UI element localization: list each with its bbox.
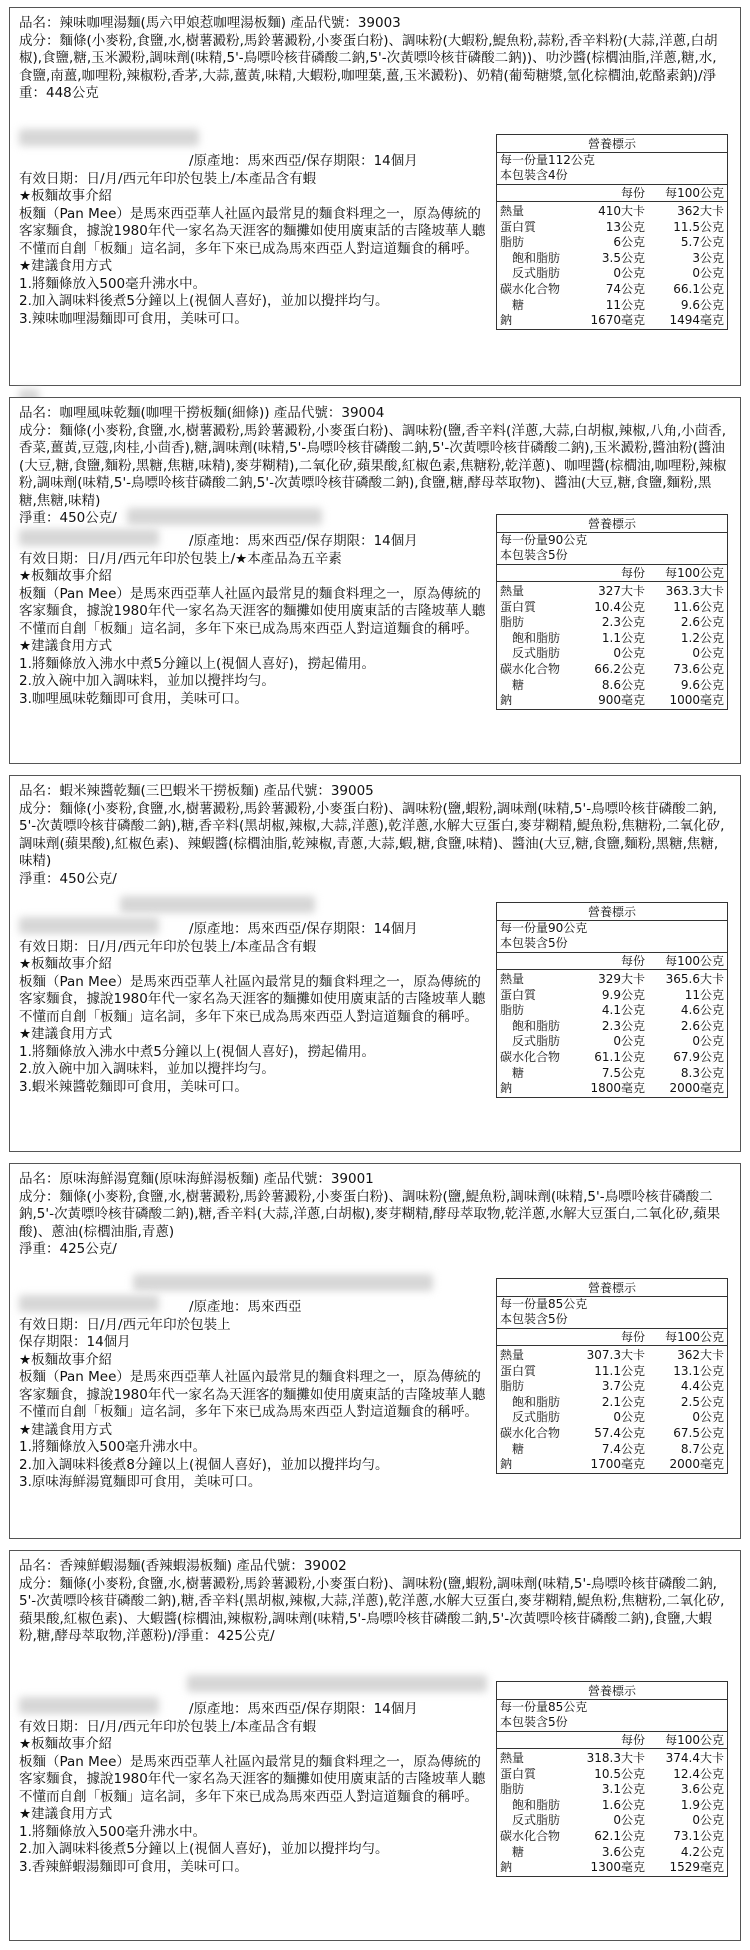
how-to-title: ★建議食用方式 [19,1806,113,1822]
preparation-step: 2.放入碗中加入調味料，並加以攪拌均勻。 [19,1061,275,1077]
nutrient-per-serving: 410大卡 [598,204,645,218]
nutrition-row [497,1767,727,1783]
col-per-100g: 每100公克 [665,1330,724,1344]
nutrition-row [497,600,727,616]
col-per-100g: 每100公克 [665,186,724,200]
nutrient-per-100g: 0公克 [692,646,724,661]
nutrient-per-100g: 365.6大卡 [665,972,724,986]
nutrient-per-serving: 2.3公克 [601,615,645,630]
info-line: ★板麵故事介紹 [19,1736,113,1752]
nutrition-row [497,646,727,662]
nutrition-row [497,282,727,298]
how-to-title: ★建議食用方式 [19,638,113,654]
nutrient-per-serving: 66.2公克 [594,661,645,676]
redacted-blur [133,1274,433,1291]
nutrient-per-100g: 11.5公克 [673,219,724,234]
origin-shelf-life: /原產地：馬來西亞/保存期限：14個月 [189,533,418,549]
nutrient-label: 反式脂肪 [512,646,561,661]
nutrient-per-serving: 0公克 [613,266,645,281]
nutrient-per-100g: 362大卡 [677,204,724,218]
product-header [19,1558,728,1646]
nutrient-label: 脂肪 [500,1003,525,1018]
ingredients-text: 成分：麵條(小麥粉,食鹽,水,樹薯澱粉,馬鈴薯澱粉,小麥蛋白粉)、調味粉(大蝦粉,鯷魚粉,蒜粉,香辛料粉(大蒜,洋蔥,白胡椒),食鹽,糖,玉米澱粉,調味劑(味精,5'-鳥嘌呤核苷磷酸二鈉,5'-次黃嘌呤核苷磷酸二鈉))、叻沙醬(棕櫚油脂,洋蔥,糖,水,食鹽,南薑,咖哩粉,辣椒粉,香茅,大蒜,薑黃,味精,大蝦粉,咖哩葉,薑,玉米澱粉)、奶精(葡萄糖漿,氫化棕櫚油,乾酪素鈉)/淨重：448公克 [19,32,718,101]
info-line: ★板麵故事介紹 [19,188,113,204]
nutrient-label: 反式脂肪 [512,266,561,281]
product-header [19,783,728,888]
nutrition-title: 營養標示 [497,1279,727,1297]
nutrient-per-100g: 2000毫克 [669,1457,724,1472]
servings-per-pack: 本包裝含4份 [497,168,727,185]
nutrient-per-serving: 3.6公克 [601,1844,645,1859]
nutrient-per-serving: 1.1公克 [601,630,645,645]
nutrition-row [497,972,727,988]
nutrient-per-serving: 13公克 [605,219,645,234]
how-to-title: ★建議食用方式 [19,1026,113,1042]
preparation-step: 3.咖哩風味乾麵即可食用，美味可口。 [19,690,248,707]
nutrition-title: 營養標示 [497,135,727,153]
nutrient-label: 碳水化合物 [500,281,561,296]
nutrient-per-serving: 57.4公克 [594,1425,645,1440]
origin-shelf-life: /原產地：馬來西亞/保存期限：14個月 [189,153,418,169]
col-per-serving: 每份 [620,186,645,200]
nutrient-label: 飽和脂肪 [512,1394,561,1409]
origin-shelf-life: /原產地：馬來西亞 [189,1299,302,1315]
nutrient-label: 鈉 [500,1860,513,1875]
preparation-step: 3.原味海鮮湯寬麵即可食用，美味可口。 [19,1474,262,1490]
redacted-blur [187,1675,487,1692]
nutrient-per-100g: 1000毫克 [669,693,724,708]
nutrition-rows [497,582,727,709]
nutrient-label: 脂肪 [500,1379,525,1394]
nutrient-per-serving: 7.5公克 [601,1065,645,1080]
product-header [19,15,728,103]
product-card [9,397,741,764]
nutrient-per-serving: 10.5公克 [594,1766,645,1781]
nutrient-per-100g: 0公克 [692,1034,724,1049]
info-line: 保存期限：14個月 [19,1334,131,1350]
nutrition-row [497,251,727,267]
nutrient-per-100g: 9.6公克 [680,677,724,692]
info-line: 有效日期：日/月/西元年印於包裝上/本產品含有蝦 [19,1718,317,1735]
nutrient-per-serving: 4.1公克 [601,1003,645,1018]
nutrient-per-100g: 2000毫克 [669,1081,724,1096]
nutrient-per-serving: 10.4公克 [594,599,645,614]
nutrition-table [496,902,728,1098]
nutrient-label: 飽和脂肪 [512,630,561,645]
nutrient-label: 熱量 [500,1348,525,1362]
preparation-step: 1.將麵條放入500毫升沸水中。 [19,1439,207,1455]
nutrient-per-serving: 3.5公克 [601,250,645,265]
nutrient-per-serving: 9.9公克 [601,987,645,1002]
nutrition-row [497,1782,727,1798]
nutrient-per-100g: 13.1公克 [673,1363,724,1378]
nutrient-label: 糖 [512,677,525,692]
nutrition-row [497,693,727,709]
nutrition-row [497,631,727,647]
serving-size: 每一份量112公克 [500,153,595,167]
nutrient-per-100g: 2.6公克 [680,615,724,630]
nutrition-rows [497,202,727,329]
nutrition-row [497,1379,727,1395]
nutrition-row [497,662,727,678]
nutrient-label: 糖 [512,297,525,312]
nutrient-label: 熱量 [500,204,525,218]
info-line: ★板麵故事介紹 [19,568,113,584]
nutrition-title: 營養標示 [497,515,727,533]
nutrient-per-100g: 4.6公克 [680,1003,724,1018]
nutrient-label: 飽和脂肪 [512,250,561,265]
nutrition-rows [497,1346,727,1473]
col-per-serving: 每份 [620,1733,645,1747]
product-details [19,1701,494,1876]
blank-cell [497,565,577,581]
preparation-step: 2.加入調味料後煮5分鐘以上(視個人喜好)，並加以攪拌均勻。 [19,293,389,309]
nutrient-per-100g: 363.3大卡 [665,584,724,598]
product-details [19,533,494,708]
nutrition-table [496,1278,728,1474]
product-details [19,153,494,328]
nutrition-title: 營養標示 [497,1682,727,1700]
product-name: 品名：香辣鮮蝦湯麵(香辣蝦湯板麵) 產品代號：39002 [19,1558,347,1574]
nutrition-row [497,1426,727,1442]
product-details [19,921,494,1096]
nutrient-label: 反式脂肪 [512,1034,561,1049]
nutrient-per-100g: 1494毫克 [669,313,724,328]
nutrient-per-serving: 2.1公克 [601,1394,645,1409]
nutrient-per-serving: 0公克 [613,1034,645,1049]
nutrition-column-header [497,185,727,202]
nutrient-per-serving: 329大卡 [598,972,645,986]
nutrient-per-serving: 3.1公克 [601,1782,645,1797]
nutrition-row [497,1348,727,1364]
preparation-step: 3.蝦米辣醬乾麵即可食用，美味可口。 [19,1078,248,1095]
nutrient-label: 蛋白質 [500,1363,537,1378]
nutrient-per-100g: 73.1公克 [673,1828,724,1843]
nutrient-per-serving: 8.6公克 [601,677,645,692]
nutrient-label: 蛋白質 [500,987,537,1002]
product-card [9,1550,741,1941]
product-header [19,405,728,528]
nutrient-label: 糖 [512,1844,525,1859]
nutrient-per-100g: 12.4公克 [673,1766,724,1781]
nutrition-row [497,1845,727,1861]
nutrient-per-100g: 5.7公克 [680,235,724,250]
redacted-blur [120,896,315,913]
col-per-100g: 每100公克 [665,1733,724,1747]
nutrient-per-serving: 0公克 [613,1813,645,1828]
nutrient-label: 蛋白質 [500,219,537,234]
story-text: 板麵（Pan Mee）是馬來西亞華人社區內最常見的麵食料理之一，原為傳統的客家麵食，據說1980年代一家名為天涯客的麵攤如使用廣東話的吉隆坡華人聽不懂而自創「板麵」這名詞，多年下來已成為馬來西亞人對這道麵食的稱呼。 [19,585,486,637]
nutrient-label: 鈉 [500,693,513,708]
nutrient-per-serving: 1670毫克 [590,313,645,328]
preparation-step: 2.放入碗中加入調味料，並加以攪拌均勻。 [19,673,275,689]
info-line: 有效日期：日/月/西元年印於包裝上/本產品含有蝦 [19,170,317,187]
nutrition-row [497,1798,727,1814]
nutrition-row [497,1034,727,1050]
redacted-blur [19,129,199,146]
nutrient-per-100g: 11公克 [684,987,724,1002]
nutrient-per-100g: 9.6公克 [680,297,724,312]
nutrient-per-100g: 8.7公克 [680,1441,724,1456]
nutrient-per-100g: 67.9公克 [673,1049,724,1064]
product-name: 品名：咖哩風味乾麵(咖哩干撈板麵(細條)) 產品代號：39004 [19,405,385,421]
nutrition-table [496,514,728,710]
nutrition-row [497,1813,727,1829]
nutrition-row [497,1751,727,1767]
nutrition-row [497,1081,727,1097]
info-line: 有效日期：日/月/西元年印於包裝上/★本產品為五辛素 [19,550,342,567]
product-name: 品名：原味海鮮湯寬麵(原味海鮮湯板麵) 產品代號：39001 [19,1171,374,1187]
nutrient-per-serving: 1800毫克 [590,1081,645,1096]
blank-cell [497,1732,577,1748]
preparation-step: 1.將麵條放入沸水中煮5分鐘以上(視個人喜好)，撈起備用。 [19,655,376,672]
nutrient-per-serving: 7.4公克 [601,1441,645,1456]
nutrient-per-serving: 1700毫克 [590,1457,645,1472]
nutrient-per-serving: 0公克 [613,646,645,661]
blank-cell [497,953,577,969]
serving-size: 每一份量90公克 [500,533,588,547]
nutrient-per-serving: 11公克 [605,297,645,312]
nutrient-per-100g: 1.9公克 [680,1797,724,1812]
blank-cell [497,1329,577,1345]
product-card [9,1163,741,1539]
nutrient-per-serving: 61.1公克 [594,1049,645,1064]
nutrient-label: 碳水化合物 [500,1425,561,1440]
info-line: ★板麵故事介紹 [19,1351,113,1368]
product-details [19,1299,494,1492]
nutrient-label: 鈉 [500,1081,513,1096]
product-card [9,775,741,1152]
nutrient-label: 糖 [512,1065,525,1080]
story-text: 板麵（Pan Mee）是馬來西亞華人社區內最常見的麵食料理之一，原為傳統的客家麵食，據說1980年代一家名為天涯客的麵攤如使用廣東話的吉隆坡華人聽不懂而自創「板麵」這名詞，多年下來已成為馬來西亞人對這道麵食的稱呼。 [19,205,486,257]
serving-size: 每一份量90公克 [500,921,588,935]
how-to-title: ★建議食用方式 [19,1421,113,1438]
nutrient-per-serving: 900毫克 [598,693,645,708]
serving-size: 每一份量85公克 [500,1297,588,1311]
servings-per-pack: 本包裝含5份 [497,548,727,565]
nutrition-row [497,204,727,220]
nutrient-per-100g: 67.5公克 [673,1425,724,1440]
nutrition-row [497,1066,727,1082]
nutrient-per-100g: 11.6公克 [673,599,724,614]
nutrition-row [497,615,727,631]
product-card [9,7,741,386]
nutrition-row [497,1860,727,1876]
story-text: 板麵（Pan Mee）是馬來西亞華人社區內最常見的麵食料理之一，原為傳統的客家麵食，據說1980年代一家名為天涯客的麵攤如使用廣東話的吉隆坡華人聽不懂而自創「板麵」這名詞，多年下來已成為馬來西亞人對這道麵食的稱呼。 [19,973,486,1025]
nutrient-per-100g: 66.1公克 [673,281,724,296]
nutrient-per-serving: 2.3公克 [601,1018,645,1033]
nutrient-per-100g: 1.2公克 [680,630,724,645]
nutrient-per-serving: 74公克 [605,281,645,296]
preparation-step: 1.將麵條放入500毫升沸水中。 [19,1823,207,1840]
nutrient-per-serving: 1.6公克 [601,1797,645,1812]
ingredients-text: 成分：麵條(小麥粉,食鹽,水,樹薯澱粉,馬鈴薯澱粉,小麥蛋白粉)、調味粉(鹽,香辛料(洋蔥,大蒜,白胡椒,辣椒,八角,小茴香,香菜,薑黃,豆蔻,肉桂,小茴香),糖,調味劑(味精,5'-鳥嘌呤核苷磷酸二鈉,5'-次黃嘌呤核苷磷酸二鈉),玉米澱粉,醬油粉(醬油(大豆,糖,食鹽,麵粉,黑糖,焦糖,味精),麥芽糊精),二氧化矽,蘋果酸,紅椒色素,焦糖粉,乾洋蔥)、咖哩醬(棕櫚油,咖哩粉,辣椒粉,調味劑(味精,5'-鳥嘌呤核苷磷酸二鈉,5'-次黃嘌呤核苷磷酸二鈉),食鹽,糖,酵母萃取物)、醬油(大豆,糖,食鹽,麵粉,黑糖,焦糖,味精) 淨重：450公克/ [19,422,727,526]
nutrient-per-100g: 2.6公克 [680,1018,724,1033]
nutrition-row [497,1442,727,1458]
nutrient-label: 碳水化合物 [500,1049,561,1064]
nutrient-per-serving: 327大卡 [598,584,645,598]
preparation-step: 1.將麵條放入500毫升沸水中。 [19,275,207,292]
nutrient-per-100g: 2.5公克 [680,1394,724,1409]
nutrient-label: 脂肪 [500,615,525,630]
nutrition-row [497,298,727,314]
nutrition-row [497,1019,727,1035]
story-text: 板麵（Pan Mee）是馬來西亞華人社區內最常見的麵食料理之一，原為傳統的客家麵食，據說1980年代一家名為天涯客的麵攤如使用廣東話的吉隆坡華人聽不懂而自創「板麵」這名詞，多年下來已成為馬來西亞人對這道麵食的稱呼。 [19,1369,486,1420]
ingredients-text: 成分：麵條(小麥粉,食鹽,水,樹薯澱粉,馬鈴薯澱粉,小麥蛋白粉)、調味粉(鹽,鯷魚粉,調味劑(味精,5'-鳥嘌呤核苷磷酸二鈉,5'-次黃嘌呤核苷磷酸二鈉),糖,香辛料(大蒜,洋蔥,白胡椒),麥芽糊精,酵母萃取物,乾洋蔥,水解大豆蛋白,二氧化矽,蘋果酸)、蔥油(棕櫚油脂,青蔥) 淨重：425公克/ [19,1188,721,1257]
nutrition-column-header [497,565,727,582]
nutrient-per-serving: 62.1公克 [594,1828,645,1843]
nutrient-per-100g: 0公克 [692,266,724,281]
nutrition-column-header [497,1329,727,1346]
info-line: ★板麵故事介紹 [19,956,113,972]
servings-per-pack: 本包裝含5份 [497,1715,727,1732]
nutrition-row [497,1395,727,1411]
nutrition-row [497,988,727,1004]
nutrient-label: 蛋白質 [500,1766,537,1781]
preparation-step: 3.香辣鮮蝦湯麵即可食用，美味可口。 [19,1858,248,1875]
nutrition-rows [497,1749,727,1876]
nutrient-per-100g: 3.6公克 [680,1782,724,1797]
nutrition-table [496,1681,728,1877]
nutrient-per-100g: 362大卡 [677,1348,724,1362]
nutrition-column-header [497,953,727,970]
how-to-title: ★建議食用方式 [19,258,113,274]
origin-shelf-life: /原產地：馬來西亞/保存期限：14個月 [189,921,418,937]
servings-per-pack: 本包裝含5份 [497,1312,727,1329]
nutrient-per-100g: 0公克 [692,1410,724,1425]
product-name: 品名：辣味咖哩湯麵(馬六甲娘惹咖哩湯板麵) 產品代號：39003 [19,15,401,31]
ingredients-text: 成分：麵條(小麥粉,食鹽,水,樹薯澱粉,馬鈴薯澱粉,小麥蛋白粉)、調味粉(鹽,蝦粉,調味劑(味精,5'-鳥嘌呤核苷磷酸二鈉,5'-次黃嘌呤核苷磷酸二鈉),糖,香辛料(黑胡椒,辣椒,大蒜,洋蔥),乾洋蔥,水解大豆蛋白,麥芽糊精,鯷魚粉,焦糖粉,二氧化矽,調味劑(蘋果酸),紅椒色素)、辣蝦醬(棕櫚油脂,乾辣椒,青蔥,大蒜,蝦,糖,食鹽,味精)、醬油(大豆,糖,食鹽,麵粉,黑糖,焦糖,味精) 淨重：450公克/ [19,800,725,887]
nutrition-row [497,235,727,251]
serving-size: 每一份量85公克 [500,1700,588,1714]
preparation-step: 3.辣味咖哩湯麵即可食用，美味可口。 [19,310,248,327]
product-name: 品名：蝦米辣醬乾麵(三巴蝦米干撈板麵) 產品代號：39005 [19,783,374,799]
col-per-serving: 每份 [620,566,645,580]
preparation-step: 2.加入調味料後煮5分鐘以上(視個人喜好)，並加以攪拌均勻。 [19,1841,389,1857]
info-line: 有效日期：日/月/西元年印於包裝上 [19,1316,231,1333]
origin-shelf-life: /原產地：馬來西亞/保存期限：14個月 [189,1701,418,1717]
nutrient-label: 飽和脂肪 [512,1018,561,1033]
nutrition-row [497,1457,727,1473]
nutrition-table [496,134,728,330]
nutrient-label: 反式脂肪 [512,1813,561,1828]
nutrient-label: 脂肪 [500,235,525,250]
nutrient-per-100g: 8.3公克 [680,1065,724,1080]
nutrient-per-100g: 4.4公克 [680,1379,724,1394]
nutrient-per-100g: 3公克 [692,250,724,265]
nutrient-label: 飽和脂肪 [512,1797,561,1812]
nutrition-column-header [497,1732,727,1749]
nutrient-label: 鈉 [500,313,513,328]
nutrition-row [497,1410,727,1426]
nutrition-row [497,220,727,236]
nutrient-per-serving: 3.7公克 [601,1379,645,1394]
nutrition-row [497,266,727,282]
nutrition-row [497,1003,727,1019]
story-text: 板麵（Pan Mee）是馬來西亞華人社區內最常見的麵食料理之一，原為傳統的客家麵食，據說1980年代一家名為天涯客的麵攤如使用廣東話的吉隆坡華人聽不懂而自創「板麵」這名詞，多年下來已成為馬來西亞人對這道麵食的稱呼。 [19,1753,486,1805]
col-per-100g: 每100公克 [665,954,724,968]
nutrition-row [497,1050,727,1066]
nutrient-per-100g: 73.6公克 [673,661,724,676]
nutrient-label: 反式脂肪 [512,1410,561,1425]
nutrition-row [497,1364,727,1380]
nutrient-label: 熱量 [500,972,525,986]
nutrition-row [497,584,727,600]
nutrition-rows [497,970,727,1097]
info-line: 有效日期：日/月/西元年印於包裝上/本產品含有蝦 [19,938,317,955]
nutrient-per-serving: 307.3大卡 [586,1348,645,1362]
nutrient-label: 碳水化合物 [500,1828,561,1843]
nutrient-label: 脂肪 [500,1782,525,1797]
nutrition-row [497,678,727,694]
nutrient-label: 蛋白質 [500,599,537,614]
nutrient-per-100g: 1529毫克 [669,1860,724,1875]
preparation-step: 2.加入調味料後煮8分鐘以上(視個人喜好)，並加以攪拌均勻。 [19,1456,389,1473]
nutrient-label: 熱量 [500,584,525,598]
nutrient-per-serving: 11.1公克 [594,1363,645,1378]
nutrient-per-100g: 374.4大卡 [665,1751,724,1765]
redacted-blur [127,508,322,525]
nutrient-per-serving: 6公克 [613,235,645,250]
nutrition-row [497,313,727,329]
col-per-serving: 每份 [620,954,645,968]
nutrient-per-serving: 0公克 [613,1410,645,1425]
col-per-serving: 每份 [620,1330,645,1344]
nutrient-label: 糖 [512,1441,525,1456]
product-header [19,1171,728,1259]
col-per-100g: 每100公克 [665,566,724,580]
nutrient-label: 碳水化合物 [500,661,561,676]
nutrient-per-serving: 1300毫克 [590,1860,645,1875]
nutrient-label: 熱量 [500,1751,525,1765]
nutrient-per-100g: 0公克 [692,1813,724,1828]
nutrition-title: 營養標示 [497,903,727,921]
preparation-step: 1.將麵條放入沸水中煮5分鐘以上(視個人喜好)，撈起備用。 [19,1043,376,1060]
blank-cell [497,185,577,201]
servings-per-pack: 本包裝含5份 [497,936,727,953]
ingredients-text: 成分：麵條(小麥粉,食鹽,水,樹薯澱粉,馬鈴薯澱粉,小麥蛋白粉)、調味粉(鹽,蝦粉,調味劑(味精,5'-鳥嘌呤核苷磷酸二鈉,5'-次黃嘌呤核苷磷酸二鈉),糖,香辛料(黑胡椒,辣椒,大蒜,洋蔥),乾洋蔥,水解大豆蛋白,麥芽糊精,鯷魚粉,焦糖粉,二氧化矽,蘋果酸,紅椒色素)、大蝦醬(棕櫚油,辣椒粉,調味劑(味精,5'-鳥嘌呤核苷磷酸二鈉,5'-次黃嘌呤核苷磷酸二鈉),食鹽,大蝦粉,糖,酵母萃取物,洋蔥粉)/淨重：425公克/ [19,1575,725,1644]
nutrition-row [497,1829,727,1845]
nutrient-per-serving: 318.3大卡 [586,1751,645,1765]
nutrient-label: 鈉 [500,1457,513,1472]
nutrient-per-100g: 4.2公克 [680,1844,724,1859]
